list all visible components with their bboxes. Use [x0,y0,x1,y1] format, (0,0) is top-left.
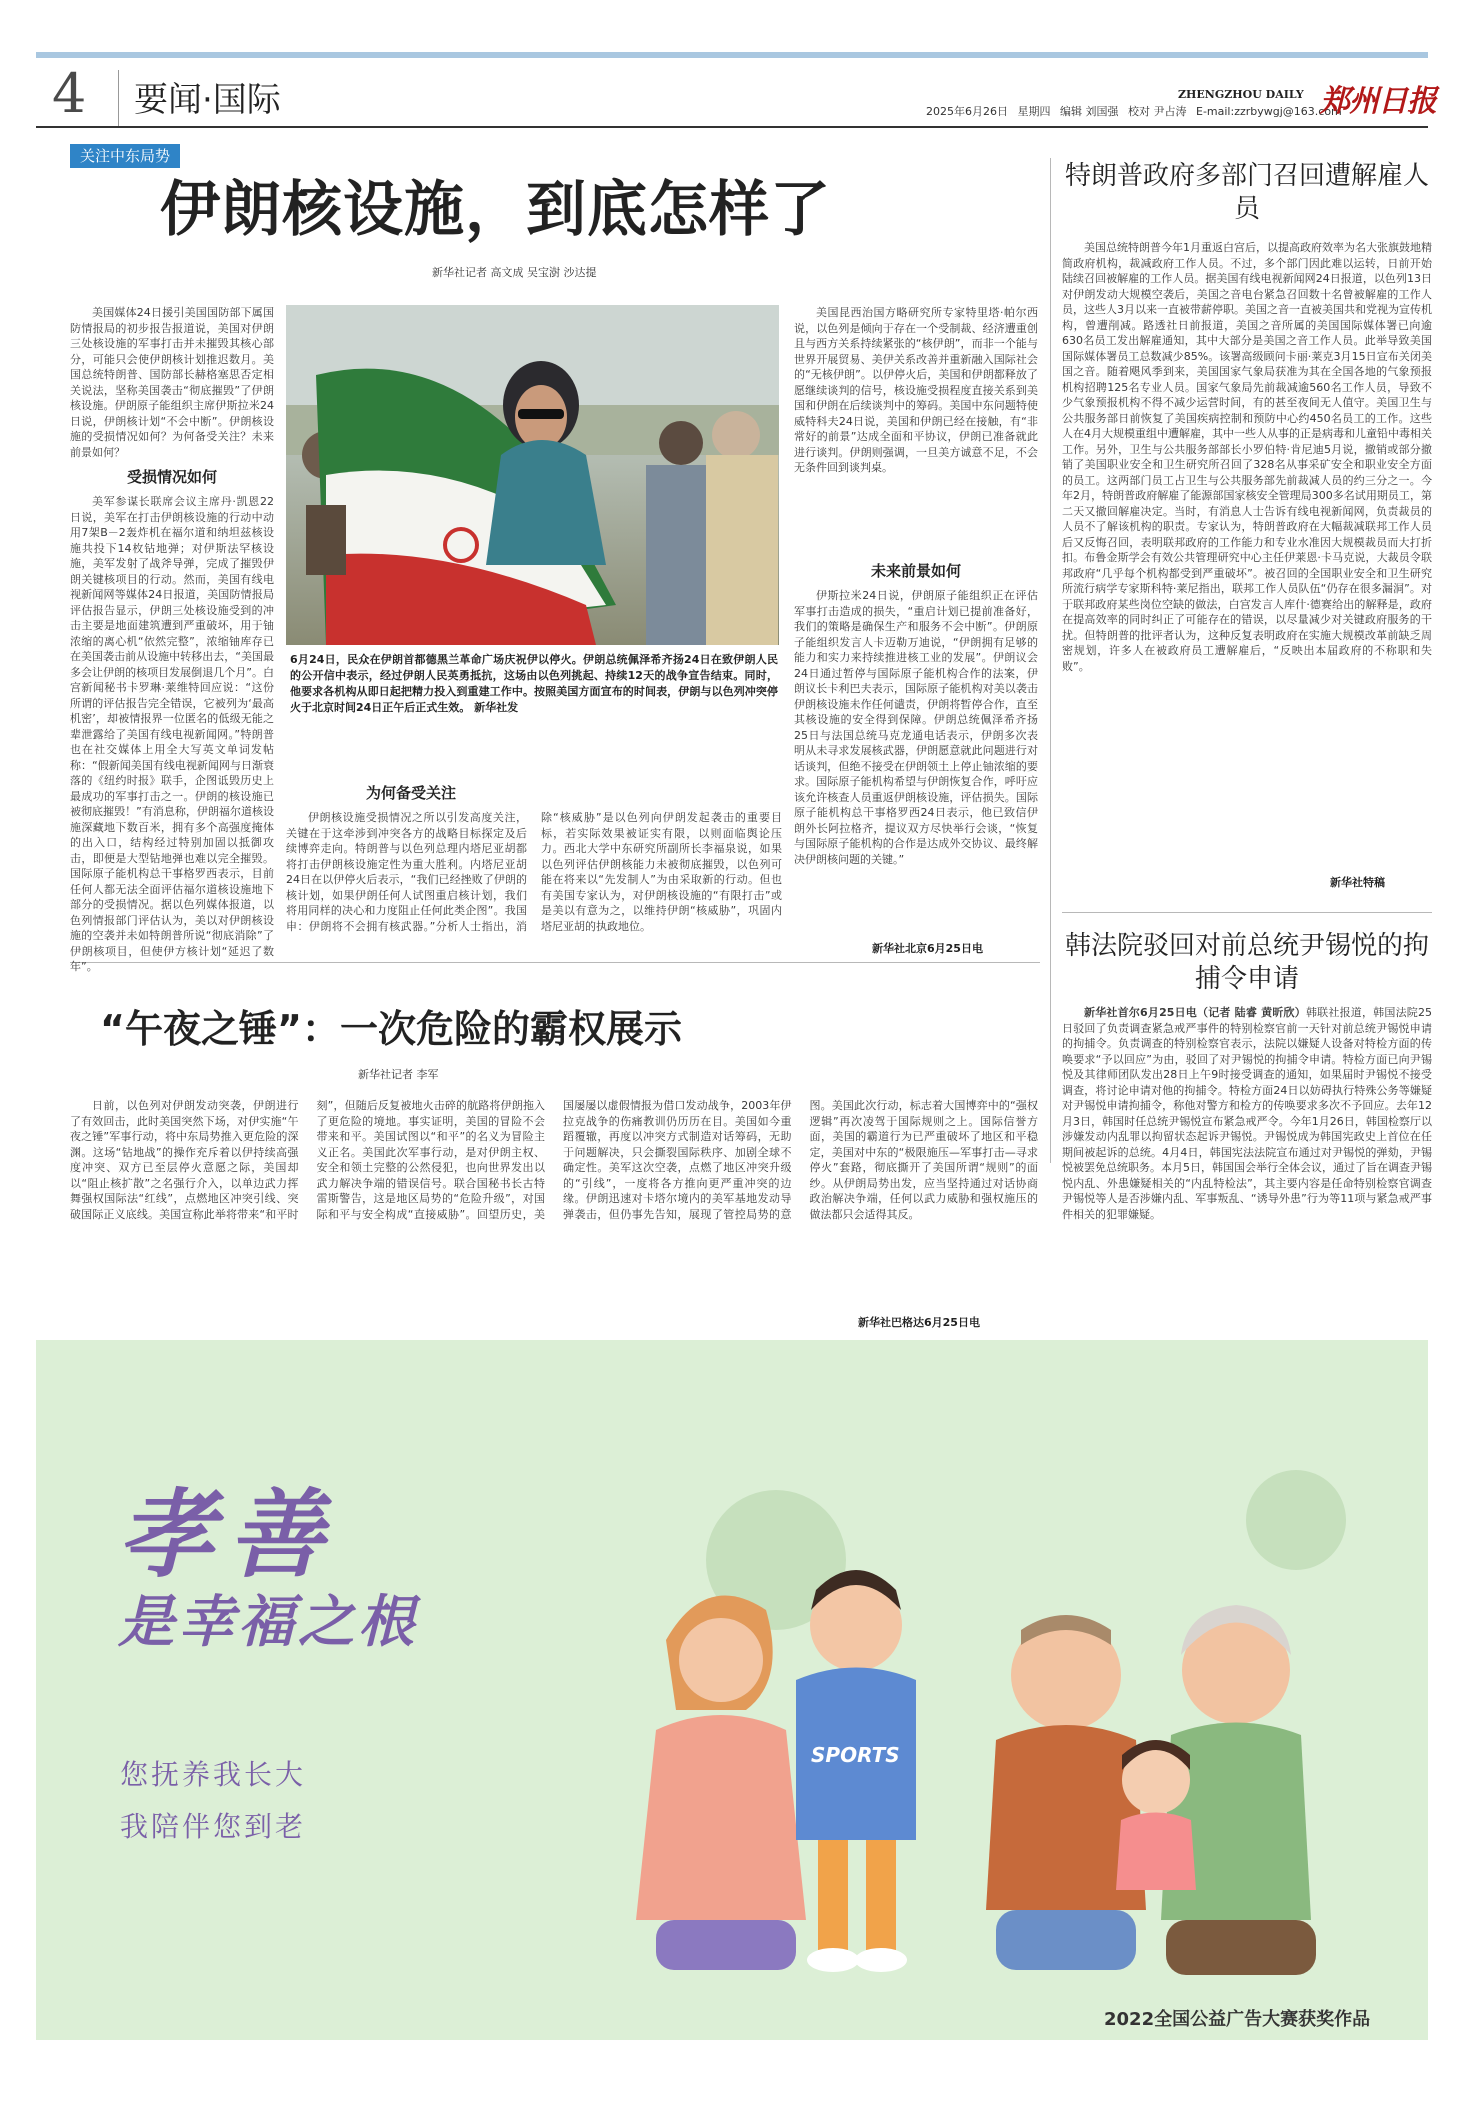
section-divider-right [1062,912,1432,913]
article2-text: 美国总统特朗普今年1月重返白宫后，以提高政府效率为名大张旗鼓地精简政府机构，裁减政府工作人员。不过，多个部门因此难以运转，日前开始陆续召回被解雇的工作人员。据美国有线电视新闻网24日报道，以色列13日对伊朗发动大规模空袭后，美国之音电台紧急召回数十名曾被解雇的工作人员，这些人3月以来一直被带薪停职。美国之音一直被美国共和党视为宣传机构，曾遭削减。路透社日前报道，美国之音所属的美国国际媒体署已向逾630名员工发出解雇通知，其中大部分是美国之音工作人员。此举导致美国国际媒体署员工总数减少85%。该署高级顾问卡丽·莱克3月15日宣布关闭美国之音。随着飓风季到来，美国国家气象局获准为其在全国各地的气象预报机构招聘125名专业人员。国家气象局先前裁减逾560名工作人员，导致不少气象预报机构不得不减少运营时间，有的甚至夜间无人值守。美国卫生与公共服务部日前恢复了美国疾病控制和预防中心约450名员工的工作。这些人在4月大规模重组中遭解雇，其中一些人从事的正是病毒和儿童铅中毒相关工作。另外，卫生与公共服务部部长小罗伯特·肯尼迪5月说，撤销或部分撤销了美国职业安全和卫生研究所召回了328名从事采矿安全和职业安全方面的员工。这两部门员工占卫生与公共服务部先前裁减人员的约三分之一。今年2月，特朗普政府解雇了能源部国家核安全管理局300多名试用期员工，第二天又撤回解雇决定。当时，有消息人士告诉有线电视新闻网，负责裁员的人员不了解该机构的职责。专家认为，特朗普政府在大幅裁减联邦工作人员后又反悔召回，表明联邦政府的工作能力和专业水准因大规模裁员而大打折扣。布鲁金斯学会有效公共管理研究中心主任伊莱恩·卡马克说，大裁员令联邦政府“几乎每个机构都受到严重破坏”。被召回的全国职业安全和卫生研究所流行病学专家斯科特·莱尼指出，联邦工作人员队伍“仍存在很多漏洞”。对于联邦政府某些岗位空缺的做法，白宫发言人库什·德赛给出的解释是，政府在提高效率的同时纠正了可能存在的错误，以尽量减少对关键政府服务的干扰。但特朗普的批评者认为，这种反复表明政府在实施大规模改革前缺乏周密规划，许多人在被政府员工遭解雇后，“反映出本届政府的不称职和失败”。 [1062,241,1432,673]
email: E-mail:zzrbywgj@163.com [1196,105,1342,118]
article2-sign: 新华社特稿 [1330,876,1385,889]
lead-paragraph: 美国媒体24日援引美国国防部下属国防情报局的初步报告报道说，美国对伊朗三处核设施的军事打击并未摧毁其核心部分，可能只会使伊朗核计划推迟数月。美国总统特朗普、国防部长赫格塞思否定相关说法，坚称美国袭击“彻底摧毁”了伊朗核设施。伊朗原子能组织主席伊斯拉米24日说，伊朗核计划“不会中断”。伊朗核设施的受损情况如何？为何备受关注？未来前景如何？ [70,306,274,459]
article-column-3-top [794,305,1038,555]
column-divider [1050,158,1051,1163]
issue-date: 2025年6月26日 [926,105,1008,118]
proofreader: 校对 尹占涛 [1128,105,1187,118]
header-info [926,103,1348,119]
photo-caption [290,652,778,716]
dateline-sign: 新华社北京6月25日电 [872,942,983,955]
crowd-flag-illustration [286,305,779,645]
article2-headline: 特朗普政府多部门召回遭解雇人员 [1064,161,1429,224]
page-number: 4 [52,62,87,125]
article-lead [70,305,274,459]
caption-credit: 新华社发 [474,701,519,714]
ad-title-sub: 是幸福之根 [118,1590,418,1655]
logo-english: ZHENGZHOU DAILY [1178,88,1304,101]
public-service-ad [36,1340,1428,2040]
news-photo [286,305,779,645]
article4-headline: “午夜之锤”：一次危险的霸权展示 [100,1007,682,1051]
issue-weekday: 星期四 [1017,105,1051,118]
ad-slogan-2: 我陪伴您到老 [120,1810,307,1843]
article2-body [1062,240,1432,866]
section-name: 要闻·国际 [134,80,281,120]
ad-title-main: 孝善 [118,1478,338,1591]
byline: 新华社记者 高文成 吴宝澍 沙达提 [432,266,597,279]
article3-dateline: 新华社首尔6月25日电（记者 陆睿 黄昕欣） [1084,1006,1306,1019]
column-3-text: 伊斯拉米24日说，伊朗原子能组织正在评估军事打击造成的损失，“重启计划已提前准备好，我们的策略是确保生产和服务不会中断”。伊朗原子能组织发言人卡迈勒万迪说，“伊朗拥有足够的能力和实力来持续推进核工业的发展”。伊朗议会24日通过暂停与国际原子能机构合作的法案，伊朗议长卡利巴夫表示，国际原子能机构对美以袭击伊朗核设施未作任何谴责，伊朗将暂停合作，直至其核设施的安全得到保障。伊朗总统佩泽希齐扬25日与法国总统马克龙通电话表示，伊朗多次表明从未寻求发展核武器，伊朗愿意就此问题进行对话谈判，但绝不接受在伊朗领土上停止铀浓缩的要求。国际原子能机构希望与伊朗恢复合作，呼吁应该允许核查人员重返伊朗核设施，评估损失。国际原子能机构总干事格罗西24日表示，他已致信伊朗外长阿拉格齐，提议双方尽快举行会谈，“恢复与国际原子能机构的合作是达成外交协议、最终解决伊朗核问题的关键。” [794,589,1038,866]
ad-slogan-1: 您抚养我长大 [120,1758,307,1791]
top-rule [36,52,1428,58]
family-illustration [596,1440,1416,2000]
article-column-3 [794,588,1038,933]
editor: 编辑 刘国强 [1060,105,1119,118]
column-2-text: 伊朗核设施受损情况之所以引发高度关注，关键在于这牵涉到冲突各方的战略目标探定及后续博弈走向。特朗普与以色列总理内塔尼亚胡都将打击伊朗核设施定性为重大胜利。内塔尼亚胡24日在以伊停火后表示，“我们已经挫败了伊朗的核计划，如果伊朗任何人试图重启核计划，我们将用同样的决心和力度阻止任何此类企图”。我国申：伊朗将不会拥有核武器。”分析人士指出，消除“核威胁”是以色列向伊朗发起袭击的重要目标，若实际效果被证实有限，以则面临舆论压力。西北大学中东研究所副所长李福泉说，如果以色列评估伊朗核能力未被彻底摧毁，以色列可能在将来以“先发制人”为由采取新的行动。但也有美国专家认为，对伊朗核设施的“有限打击”或是美以有意为之，以维持伊朗“核威胁”，巩固内塔尼亚胡的执政地位。 [286,811,782,933]
column-3-top-text: 美国昆西治国方略研究所专家特里塔·帕尔西说，以色列是倾向于存在一个受制裁、经济遭重创且与西方关系持续紧张的“核伊朗”，而非一个能与世界开展贸易、美伊关系改善并重新融入国际社会的“无核伊朗”。以伊停火后，美国和伊朗都释放了愿继续谈判的信号，核设施受损程度直接关系到美国和伊朗在后续谈判中的筹码。美国中东问题特使威特科夫24日说，美国和伊朗已经在接触，有“非常好的前景”达成全面和平协议，伊朗已准备就此进行谈判。伊朗则强调，一旦美方诚意不足，不会无条件回到谈判桌。 [794,306,1038,474]
header-rule [36,126,1428,128]
newspaper-logo: 郑州日报 [1320,84,1436,119]
article4-body [70,1098,1038,1308]
subheading-future: 未来前景如何 [870,562,961,580]
divider [118,70,119,126]
article3-text: 韩联社报道，韩国法院25日驳回了负责调查紧急戒严事件的特别检察官前一天针对前总统尹锡悦申请的拘捕令。负责调查的特别检察官表示，法院以嫌疑人设备对特检方面的传唤要求“予以回应”为由，驳回了对尹锡悦的拘捕令申请。特检方面已向尹锡悦及其律师团队发出28日上午9时接受调查的通知，如果届时尹锡悦不接受调查，将讨论申请对他的拘捕令。特检方面24日以妨碍执行特殊公务等嫌疑对尹锡悦申请拘捕令，称他对警方和检方的传唤要求多次不予回应。去年12月3日，韩国时任总统尹锡悦宣布紧急戒严令。今年1月26日，韩国检察厅以涉嫌发动内乱罪以拘留状态起诉尹锡悦。尹锡悦成为韩国宪政史上首位在任期间被起诉的总统。4月4日，韩国宪法法院宣布通过对尹锡悦的弹劾，尹锡悦被罢免总统职务。本月5日，韩国国会举行全体会议，通过了旨在调查尹锡悦内乱、外患嫌疑相关的“内乱特检法”，其主要内容是任命特别检察官调查尹锡悦等人是否涉嫌内乱、军事叛乱、“诱导外患”行为等11项与紧急戒严事件相关的犯罪嫌疑。 [1062,1006,1433,1221]
article4-sign: 新华社巴格达6月25日电 [858,1316,980,1329]
ad-credit: 2022全国公益广告大赛获奖作品 [1104,2009,1371,2030]
article-column-2 [286,810,782,956]
subheading-concern: 为何备受关注 [365,784,456,802]
article3-body [1062,1005,1432,1315]
shirt-text: SPORTS [811,1743,900,1767]
headline: 伊朗核设施，到底怎样了 [160,175,831,245]
topic-tag: 关注中东局势 [70,144,180,168]
article-column-1 [70,494,274,973]
article4-text: 日前，以色列对伊朗发动突袭，伊朗进行了有效回击，此时美国突然下场，对伊实施“午夜之锤”军事行动，将中东局势推入更危险的深渊。这场“钻地战”的操作充斥着以伊持续高强度冲突、双方已至层停火意愿之际，美国却以“阻止核扩散”之名强行介入，以单边武力挥舞强权国际法“红线”，点燃地区冲突引线、突破国际正义底线。美国宣称此举将带来“和平时刻”，但随后反复被地火击碎的航路将伊朗拖入了更危险的境地。事实证明，美国的冒险不会带来和平。美国试图以“和平”的名义为冒险主义正名。美国此次军事行动，是对伊朗主权、安全和领土完整的公然侵犯，也向世界发出以武力解决争端的错误信号。联合国秘书长古特雷斯警告，这是地区局势的“危险升级”，对国际和平与安全构成“直接威胁”。回望历史，美国屡屡以虚假情报为借口发动战争，2003年伊拉克战争的伤痛教训仍历历在目。美国如今重蹈覆辙，再度以冲突方式制造对话筹码，无助于问题解决，只会撕裂国际秩序、加剧全球不确定性。美军这次空袭，点燃了地区冲突升级的“引线”，一度将各方推向更严重冲突的边缘。伊朗迅速对卡塔尔境内的美军基地发动导弹袭击，但仍事先告知，展现了管控局势的意图。美国此次行动，标志着大国博弈中的“强权逻辑”再次凌驾于国际规则之上。国际信誉方面，美国的霸道行为已严重破坏了地区和平稳定，美国对中东的“极限施压—军事打击—寻求停火”套路，彻底撕开了美国所谓“规则”的面纱。从伊朗局势出发，应当坚持通过对话协商政治解决争端，任何以武力威胁和强权施压的做法都只会适得其反。 [70,1099,1038,1221]
caption-text: 6月24日，民众在伊朗首都德黑兰革命广场庆祝伊以停火。伊朗总统佩泽希齐扬24日在致伊朗人民的公开信中表示，经过伊朗人民英勇抵抗，这场由以色列挑起、持续12天的战争宣告结束。同时，他要求各机构从即日起把精力投入到重建工作中。按照美国方面宣布的时间表，伊朗与以色列冲突停火于北京时间24日正午后正式生效。 [290,653,778,714]
article3-headline: 韩法院驳回对前总统尹锡悦的拘捕令申请 [1064,931,1429,994]
subheading-damage: 受损情况如何 [126,468,217,486]
column-1-text: 美军参谋长联席会议主席丹·凯恩22日说，美军在打击伊朗核设施的行动中动用7架B－2轰炸机在福尔道和纳坦兹核设施共投下14枚钻地弹；对伊斯法罕核设施，美军发射了战斧导弹，完成了摧毁伊朗关键核项目的行动。然而，美国有线电视新闻网等媒体24日报道，美国防情报局评估报告显示，伊朗三处核设施受到的冲击主要是地面建筑遭到严重破坏，用于铀浓缩的离心机“依然完整”，浓缩铀库存已在美国袭击前从设施中转移出去，“美国最多会让伊朗的核项目发展倒退几个月”。白宫新闻秘书卡罗琳·莱维特回应说：“这份所谓的评估报告完全错误，它被列为‘最高机密’，却被情报界一位匿名的低级无能之辈泄露给了美国有线电视新闻网。”特朗普也在社交媒体上用全大写英文单词发帖称：“假新闻美国有线电视新闻网与日渐衰落的《纽约时报》联手，企图诋毁历史上最成功的军事打击之一。伊朗的核设施已被彻底摧毁！”有消息称，伊朗福尔道核设施深藏地下数百米，拥有多个高强度掩体的出入口，结构经过特别加固以抵御攻击，即便是大型钻地弹也难以完全摧毁。国际原子能机构总干事格罗西表示，目前任何人都无法全面评估福尔道核设施地下部分的受损情况。据以色列媒体报道，以色列情报部门评估认为，美以对伊朗核设施的空袭并未如特朗普所说“彻底消除”了伊朗核项目，但使伊方核计划“延迟了数年”。 [70,495,274,973]
article4-byline: 新华社记者 李军 [358,1068,439,1081]
